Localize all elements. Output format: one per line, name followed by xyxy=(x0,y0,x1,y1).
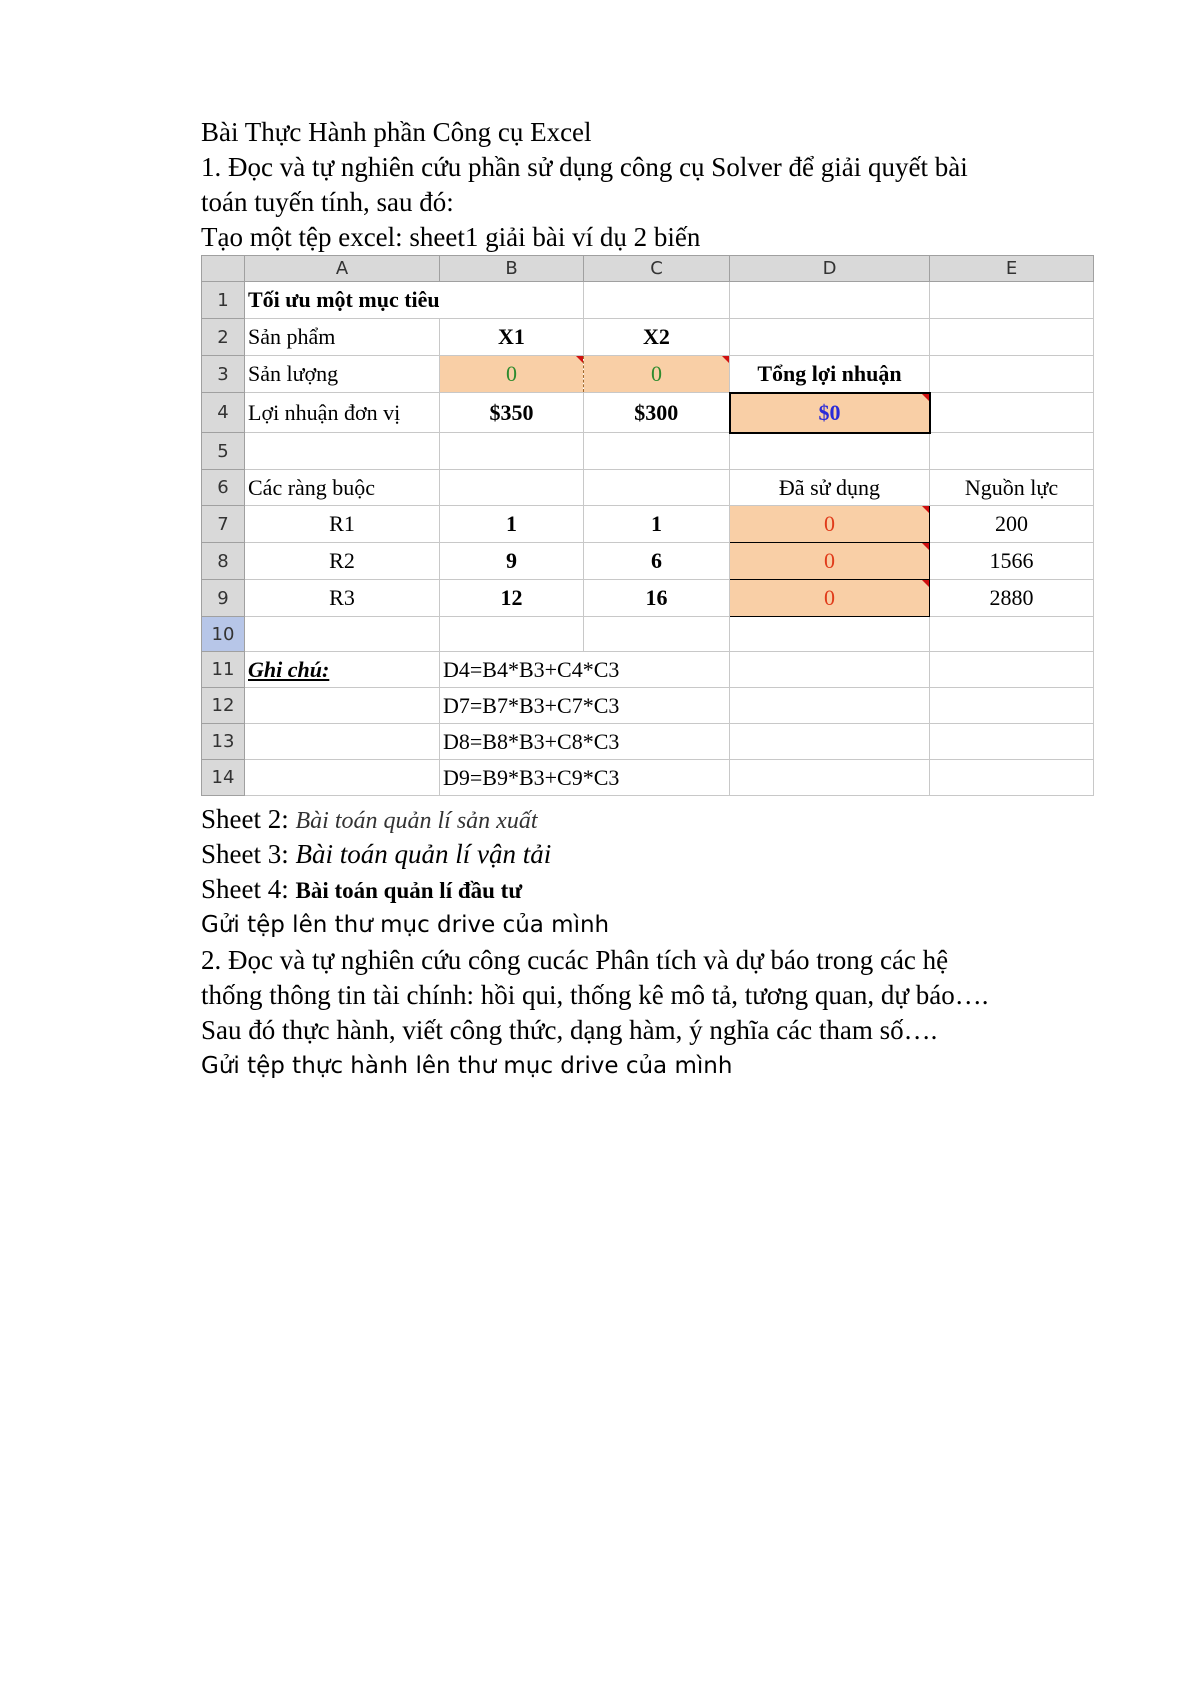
used-value-cell[interactable]: 0 xyxy=(730,580,930,617)
cell[interactable] xyxy=(245,724,440,760)
resource-value-cell[interactable]: 2880 xyxy=(930,580,1094,617)
unit-profit-x2-cell[interactable]: $300 xyxy=(584,393,730,433)
row-10 xyxy=(202,617,1094,652)
row-1 xyxy=(202,282,1094,319)
formula-cell[interactable]: D7=B7*B3+C7*C3 xyxy=(440,688,730,724)
sheet2-line xyxy=(201,802,538,838)
task2-line3: Sau đó thực hành, viết công thức, dạng hàm, ý nghĩa các tham số…. xyxy=(201,1015,938,1045)
cell[interactable] xyxy=(584,470,730,506)
cell[interactable] xyxy=(245,617,440,652)
cell[interactable] xyxy=(930,433,1094,470)
cell[interactable] xyxy=(584,433,730,470)
quantity-x1-input[interactable]: 0 xyxy=(440,356,584,393)
task1-line3: Tạo một tệp excel: sheet1 giải bài ví dụ 2 biến xyxy=(201,222,701,252)
row-4 xyxy=(202,393,1094,433)
coef-x1-cell[interactable]: 1 xyxy=(440,506,584,543)
cell[interactable] xyxy=(584,617,730,652)
cell[interactable] xyxy=(730,617,930,652)
coef-x2-cell[interactable]: 1 xyxy=(584,506,730,543)
send-line-2: Gửi tệp thực hành lên thư mục drive của mình xyxy=(201,1053,733,1079)
cell[interactable] xyxy=(930,617,1094,652)
column-header-c[interactable]: C xyxy=(584,256,730,282)
row-11 xyxy=(202,652,1094,688)
row-7 xyxy=(202,506,1094,543)
excel-sheet xyxy=(201,255,1093,799)
corner-cell[interactable] xyxy=(202,256,245,282)
row-header[interactable]: 3 xyxy=(202,356,245,393)
cell[interactable] xyxy=(245,433,440,470)
constraint-name-cell[interactable]: R2 xyxy=(245,543,440,580)
row-14 xyxy=(202,760,1094,796)
cell[interactable] xyxy=(440,433,584,470)
row-header[interactable]: 12 xyxy=(202,688,245,724)
cell[interactable] xyxy=(730,433,930,470)
task2-line1: 2. Đọc và tự nghiên cứu công cucác Phân tích và dự báo trong các hệ xyxy=(201,945,949,975)
used-value-cell[interactable]: 0 xyxy=(730,506,930,543)
row-header[interactable]: 8 xyxy=(202,543,245,580)
send-line-1: Gửi tệp lên thư mục drive của mình xyxy=(201,912,610,938)
used-value-cell[interactable]: 0 xyxy=(730,543,930,580)
column-header-b[interactable]: B xyxy=(440,256,584,282)
coef-x1-cell[interactable]: 12 xyxy=(440,580,584,617)
task1-line2: toán tuyến tính, sau đó: xyxy=(201,187,454,217)
cell[interactable] xyxy=(584,282,730,319)
formula-cell[interactable]: D9=B9*B3+C9*C3 xyxy=(440,760,730,796)
row-header[interactable]: 11 xyxy=(202,652,245,688)
quantity-x2-input[interactable]: 0 xyxy=(584,356,730,393)
cell[interactable] xyxy=(930,688,1094,724)
row-6 xyxy=(202,470,1094,506)
total-profit-cell[interactable]: $0 xyxy=(730,393,930,433)
cell[interactable] xyxy=(440,617,584,652)
column-header-e[interactable]: E xyxy=(930,256,1094,282)
resource-value-cell[interactable]: 200 xyxy=(930,506,1094,543)
cell[interactable] xyxy=(930,724,1094,760)
formula-cell[interactable]: D4=B4*B3+C4*C3 xyxy=(440,652,730,688)
resource-value-cell[interactable]: 1566 xyxy=(930,543,1094,580)
cell[interactable] xyxy=(440,470,584,506)
used-header-cell[interactable]: Đã sử dụng xyxy=(730,470,930,506)
row-5 xyxy=(202,433,1094,470)
column-header-d[interactable]: D xyxy=(730,256,930,282)
task2-line2: thống thông tin tài chính: hồi qui, thống kê mô tả, tương quan, dự báo…. xyxy=(201,980,989,1010)
unit-profit-label-cell[interactable]: Lợi nhuận đơn vị xyxy=(245,393,440,433)
cell[interactable] xyxy=(930,760,1094,796)
cell[interactable] xyxy=(730,760,930,796)
sheet2-text: Bài toán quản lí sản xuất xyxy=(295,808,538,834)
cell[interactable] xyxy=(930,393,1094,433)
row-header[interactable]: 2 xyxy=(202,319,245,356)
product-label-cell[interactable]: Sản phẩm xyxy=(245,319,440,356)
row-header[interactable]: 6 xyxy=(202,470,245,506)
total-profit-label-cell[interactable]: Tổng lợi nhuận xyxy=(730,356,930,393)
cell[interactable] xyxy=(930,356,1094,393)
constraints-label-cell[interactable]: Các ràng buộc xyxy=(245,470,440,506)
sheet4-text: Bài toán quản lí đầu tư xyxy=(295,878,523,903)
sheet-title-cell[interactable]: Tối ưu một mục tiêu xyxy=(245,282,584,319)
row-13 xyxy=(202,724,1094,760)
cell[interactable] xyxy=(730,282,930,319)
cell[interactable] xyxy=(930,319,1094,356)
row-header[interactable]: 9 xyxy=(202,580,245,617)
row-header-selected[interactable]: 10 xyxy=(202,617,245,652)
sheet4-label: Sheet 4: xyxy=(201,874,296,904)
cell[interactable] xyxy=(730,652,930,688)
cell[interactable] xyxy=(245,688,440,724)
row-12 xyxy=(202,688,1094,724)
doc-title: Bài Thực Hành phần Công cụ Excel xyxy=(201,117,592,147)
row-8 xyxy=(202,543,1094,580)
row-header[interactable]: 13 xyxy=(202,724,245,760)
coef-x1-cell[interactable]: 9 xyxy=(440,543,584,580)
note-label-cell[interactable]: Ghi chú: xyxy=(245,652,440,688)
cell[interactable] xyxy=(930,282,1094,319)
cell[interactable] xyxy=(245,760,440,796)
unit-profit-x1-cell[interactable]: $350 xyxy=(440,393,584,433)
var-x1-cell[interactable]: X1 xyxy=(440,319,584,356)
cell[interactable] xyxy=(730,688,930,724)
task1-line1: 1. Đọc và tự nghiên cứu phần sử dụng công cụ Solver để giải quyết bài xyxy=(201,152,968,182)
column-header-row xyxy=(202,256,1094,282)
coef-x2-cell[interactable]: 16 xyxy=(584,580,730,617)
sheet3-label: Sheet 3: xyxy=(201,839,296,869)
row-header[interactable]: 4 xyxy=(202,393,245,433)
row-header[interactable]: 5 xyxy=(202,433,245,470)
row-header[interactable]: 14 xyxy=(202,760,245,796)
sheet4-line xyxy=(201,872,522,908)
row-3 xyxy=(202,356,1094,393)
coef-x2-cell[interactable]: 6 xyxy=(584,543,730,580)
constraint-name-cell[interactable]: R1 xyxy=(245,506,440,543)
sheet3-line xyxy=(201,837,551,871)
resource-header-cell[interactable]: Nguồn lực xyxy=(930,470,1094,506)
sheet3-text: Bài toán quản lí vận tải xyxy=(295,839,552,869)
cell[interactable] xyxy=(930,652,1094,688)
row-header[interactable]: 7 xyxy=(202,506,245,543)
cell[interactable] xyxy=(730,724,930,760)
quantity-label-cell[interactable]: Sản lượng xyxy=(245,356,440,393)
var-x2-cell[interactable]: X2 xyxy=(584,319,730,356)
row-header[interactable]: 1 xyxy=(202,282,245,319)
formula-cell[interactable]: D8=B8*B3+C8*C3 xyxy=(440,724,730,760)
constraint-name-cell[interactable]: R3 xyxy=(245,580,440,617)
row-2 xyxy=(202,319,1094,356)
row-9 xyxy=(202,580,1094,617)
column-header-a[interactable]: A xyxy=(245,256,440,282)
sheet2-label: Sheet 2: xyxy=(201,804,296,834)
cell[interactable] xyxy=(730,319,930,356)
